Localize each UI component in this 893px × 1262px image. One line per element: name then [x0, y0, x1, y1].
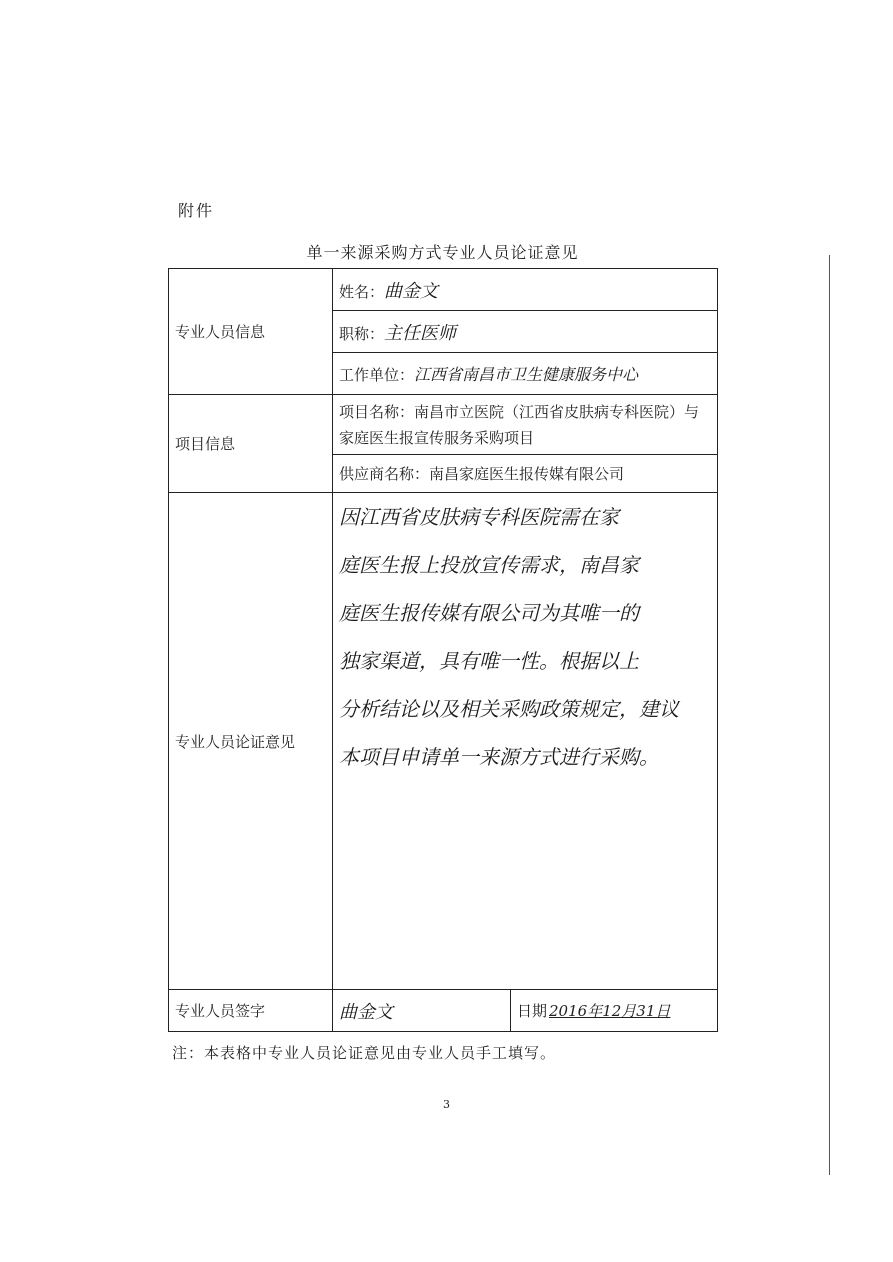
employer-handwritten: 江西省南昌市卫生健康服务中心: [414, 365, 639, 384]
supplier-cell: [333, 455, 718, 493]
expert-info-label: 专业人员信息: [169, 269, 333, 395]
signature-cell: [333, 990, 511, 1032]
date-handwritten: 2016年12月31日: [549, 1002, 671, 1020]
signature-label: 专业人员签字: [169, 990, 333, 1032]
employer-label: 工作单位：: [339, 366, 415, 384]
page-title: 单一来源采购方式专业人员论证意见: [306, 243, 579, 262]
scan-edge-line: [829, 255, 830, 1175]
argument-form-table: [168, 268, 718, 1032]
opinion-label: 专业人员论证意见: [169, 493, 333, 990]
project-info-label: 项目信息: [169, 395, 333, 493]
project-name-label: 项目名称：: [339, 402, 415, 421]
name-cell: [333, 269, 718, 311]
opinion-row: [169, 493, 718, 990]
opinion-line: 庭医生报上投放宣传需求，南昌家: [339, 553, 639, 577]
page-number: 3: [443, 1098, 450, 1111]
title-handwritten: 主任医师: [384, 322, 457, 344]
opinion-line: 独家渠道，具有唯一性。根据以上: [339, 649, 639, 673]
attachment-label: 附件: [178, 201, 215, 220]
signature-handwritten: 曲金文: [339, 1001, 393, 1023]
title-label: 职称：: [339, 324, 385, 343]
footnote: 注：本表格中专业人员论证意见由专业人员手工填写。: [172, 1044, 557, 1062]
opinion-line: 庭医生报传媒有限公司为其唯一的: [339, 601, 639, 625]
project-name-cell: [333, 395, 718, 455]
opinion-line: 因江西省皮肤病专科医院需在家: [339, 505, 619, 529]
name-label: 姓名：: [339, 282, 385, 301]
name-row: [169, 269, 718, 311]
signature-row: [169, 990, 718, 1032]
opinion-line: 分析结论以及相关采购政策规定，建议: [339, 697, 679, 721]
opinion-line: 本项目申请单一来源方式进行采购。: [339, 745, 659, 769]
supplier-value: 南昌家庭医生报传媒有限公司: [429, 465, 625, 483]
project-name-row: [169, 395, 718, 455]
date-label: 日期: [517, 1002, 548, 1020]
project-name-value: 南昌市立医院（江西省皮肤病专科医院）与家庭医生报宣传服务采购项目: [339, 402, 700, 447]
opinion-handwritten: [333, 493, 718, 990]
date-cell: [511, 990, 718, 1032]
name-handwritten: 曲金文: [384, 280, 439, 302]
employer-cell: [333, 353, 718, 395]
supplier-label: 供应商名称：: [339, 465, 430, 483]
title-cell: [333, 311, 718, 353]
